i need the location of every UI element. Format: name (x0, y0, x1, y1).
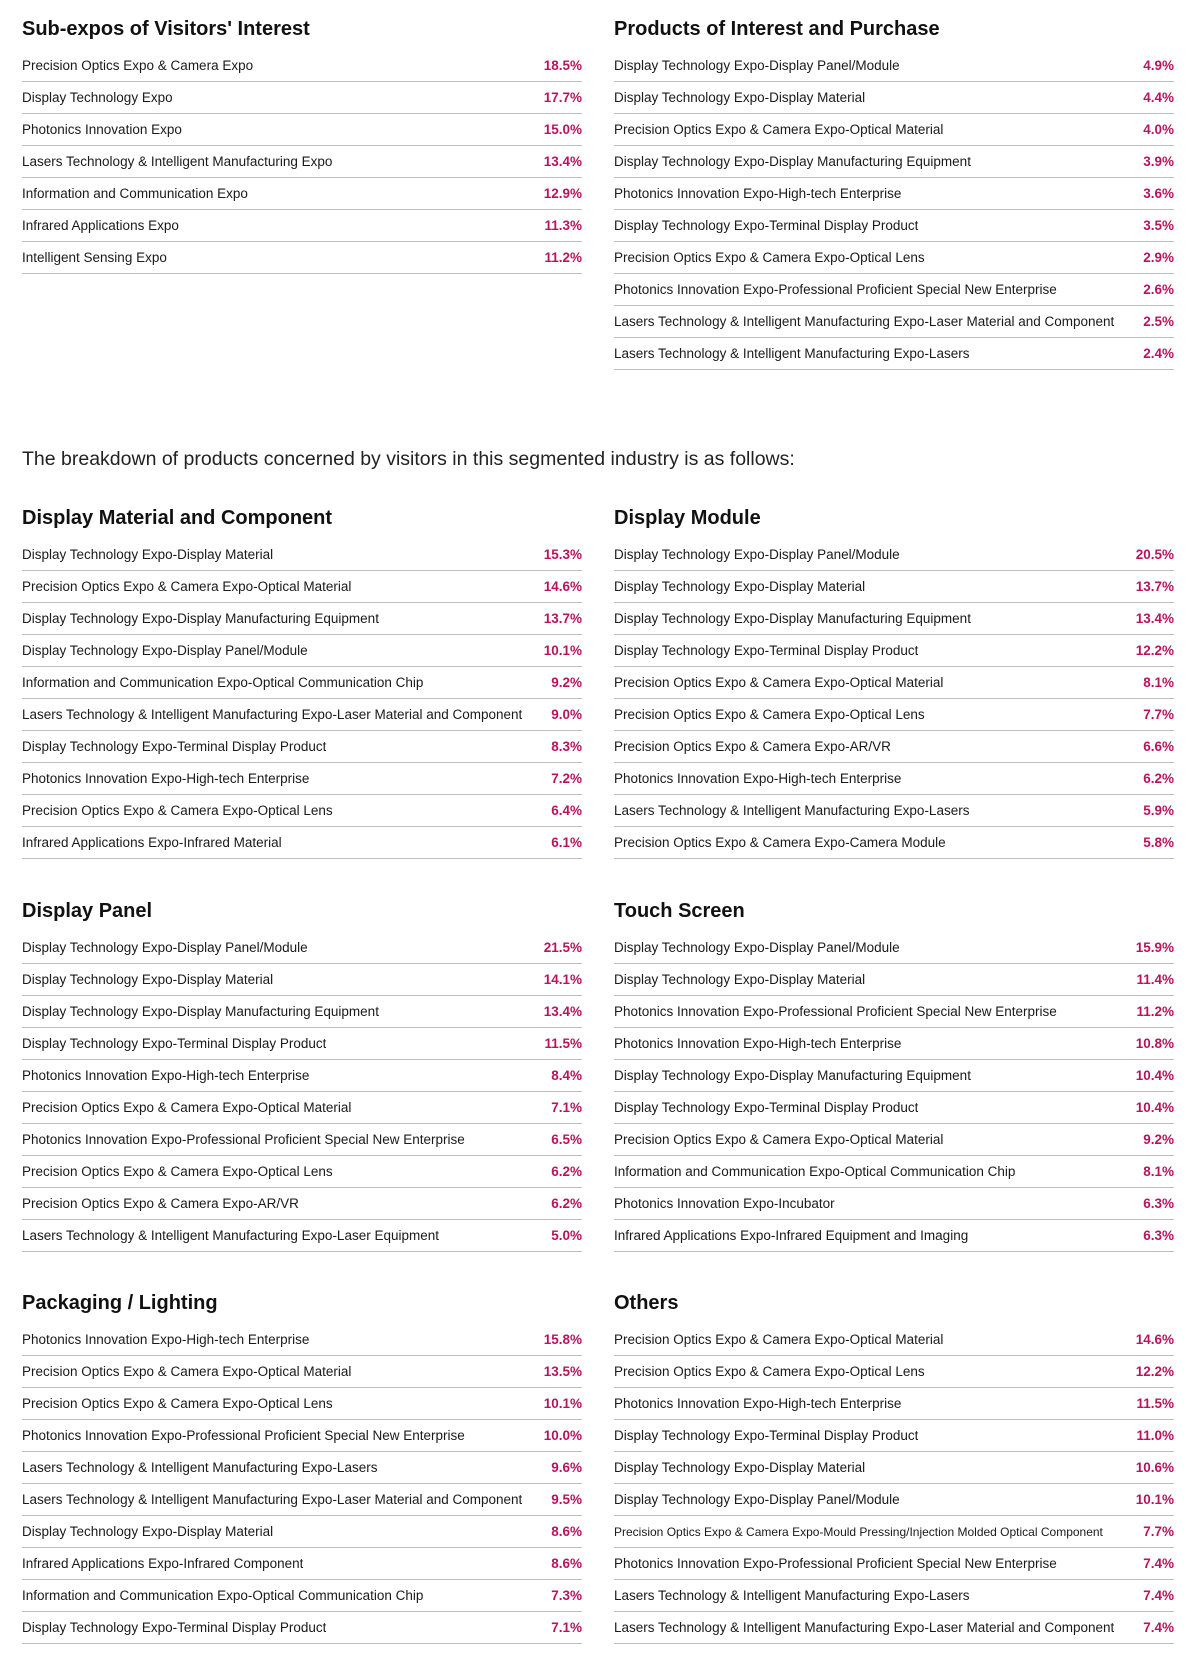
row-percentage: 6.2% (1143, 771, 1174, 786)
row-percentage: 9.2% (551, 675, 582, 690)
row-percentage: 6.1% (551, 835, 582, 850)
table-row (614, 274, 1174, 306)
table-row (614, 1548, 1174, 1580)
row-label: Intelligent Sensing Expo (22, 250, 167, 265)
row-label: Display Technology Expo-Display Panel/Module (22, 643, 308, 658)
row-label: Photonics Innovation Expo-Professional Proficient Special New Enterprise (22, 1428, 465, 1443)
table-row (22, 1484, 582, 1516)
table-row (614, 1124, 1174, 1156)
row-percentage: 5.9% (1143, 803, 1174, 818)
table-row (22, 1388, 582, 1420)
row-label: Precision Optics Expo & Camera Expo-Optical Material (614, 122, 944, 137)
table-row (22, 1220, 582, 1252)
table-row (22, 1548, 582, 1580)
row-label: Display Technology Expo-Display Panel/Module (614, 58, 900, 73)
rows-container (22, 539, 582, 859)
table-row (22, 964, 582, 996)
row-label: Photonics Innovation Expo-Incubator (614, 1196, 835, 1211)
row-percentage: 6.3% (1143, 1196, 1174, 1211)
table-row (22, 1580, 582, 1612)
row-percentage: 4.4% (1143, 90, 1174, 105)
table-row (614, 178, 1174, 210)
section-title: Products of Interest and Purchase (614, 18, 940, 40)
row-percentage: 12.2% (1135, 1364, 1174, 1379)
row-percentage: 13.4% (1135, 611, 1174, 626)
row-percentage: 9.5% (551, 1492, 582, 1507)
row-label: Display Technology Expo-Display Manufacturing Equipment (22, 1004, 379, 1019)
row-percentage: 8.6% (551, 1556, 582, 1571)
table-row (22, 1356, 582, 1388)
row-percentage: 13.5% (543, 1364, 582, 1379)
rows-container (22, 50, 582, 274)
row-percentage: 7.4% (1143, 1620, 1174, 1635)
table-row (22, 571, 582, 603)
row-label: Photonics Innovation Expo-Professional Proficient Special New Enterprise (22, 1132, 465, 1147)
row-percentage: 18.5% (543, 58, 582, 73)
table-row (614, 539, 1174, 571)
section-title: Others (614, 1292, 679, 1314)
row-label: Precision Optics Expo & Camera Expo-Optical Lens (22, 1396, 333, 1411)
row-percentage: 15.0% (543, 122, 582, 137)
packaging-lighting-section (22, 1288, 582, 1644)
table-row (614, 1220, 1174, 1252)
row-percentage: 3.6% (1143, 186, 1174, 201)
rows-container (22, 1324, 582, 1644)
section-title: Sub-expos of Visitors' Interest (22, 18, 310, 40)
row-label: Precision Optics Expo & Camera Expo (22, 58, 254, 73)
row-percentage: 11.2% (544, 250, 582, 265)
row-percentage: 8.1% (1143, 1164, 1174, 1179)
rows-container (22, 932, 582, 1252)
row-label: Display Technology Expo-Display Material (614, 579, 866, 594)
row-percentage: 2.6% (1143, 282, 1174, 297)
table-row (614, 827, 1174, 859)
row-label: Precision Optics Expo & Camera Expo-AR/VR (22, 1196, 299, 1211)
row-label: Display Technology Expo-Display Manufacturing Equipment (22, 611, 379, 626)
display-module-section (614, 503, 1174, 859)
table-row (22, 1612, 582, 1644)
row-percentage: 15.8% (543, 1332, 582, 1347)
table-row (614, 146, 1174, 178)
row-percentage: 7.2% (551, 771, 582, 786)
row-label: Precision Optics Expo & Camera Expo-Mould Pressing/Injection Molded Optical Component (614, 1524, 1103, 1539)
row-label: Infrared Applications Expo-Infrared Equipment and Imaging (614, 1228, 969, 1243)
row-label: Lasers Technology & Intelligent Manufacturing Expo-Lasers (614, 346, 970, 361)
table-row (22, 731, 582, 763)
table-row (614, 571, 1174, 603)
row-label: Photonics Innovation Expo-High-tech Enterprise (22, 1068, 310, 1083)
row-label: Photonics Innovation Expo-Professional Proficient Special New Enterprise (614, 1556, 1057, 1571)
table-row (614, 667, 1174, 699)
row-label: Precision Optics Expo & Camera Expo-Optical Lens (22, 803, 333, 818)
row-percentage: 13.4% (543, 154, 582, 169)
table-row (614, 210, 1174, 242)
row-percentage: 3.9% (1143, 154, 1174, 169)
row-label: Photonics Innovation Expo-High-tech Enterprise (22, 1332, 310, 1347)
table-row (22, 1156, 582, 1188)
row-label: Display Technology Expo (22, 90, 173, 105)
row-label: Display Technology Expo-Display Material (22, 547, 274, 562)
table-row (22, 1516, 582, 1548)
row-label: Lasers Technology & Intelligent Manufacturing Expo-Laser Material and Component (614, 314, 1115, 329)
table-row (22, 996, 582, 1028)
table-row (22, 1124, 582, 1156)
row-percentage: 20.5% (1135, 547, 1174, 562)
table-row (614, 1452, 1174, 1484)
products-interest-section (614, 14, 1174, 370)
row-percentage: 10.4% (1135, 1100, 1174, 1115)
row-label: Infrared Applications Expo-Infrared Component (22, 1556, 304, 1571)
row-label: Precision Optics Expo & Camera Expo-Optical Lens (614, 1364, 925, 1379)
row-percentage: 15.3% (543, 547, 582, 562)
row-percentage: 11.5% (1136, 1396, 1174, 1411)
table-row (614, 1060, 1174, 1092)
row-percentage: 12.2% (1135, 643, 1174, 658)
section-title: Packaging / Lighting (22, 1292, 218, 1314)
row-percentage: 4.0% (1143, 122, 1174, 137)
row-label: Lasers Technology & Intelligent Manufacturing Expo (22, 154, 333, 169)
table-row (614, 1484, 1174, 1516)
row-percentage: 14.1% (543, 972, 582, 987)
row-percentage: 5.8% (1143, 835, 1174, 850)
row-label: Photonics Innovation Expo-High-tech Enterprise (614, 186, 902, 201)
row-label: Display Technology Expo-Terminal Display Product (22, 1620, 327, 1635)
row-percentage: 3.5% (1143, 218, 1174, 233)
row-percentage: 11.3% (544, 218, 582, 233)
table-row (614, 82, 1174, 114)
table-row (614, 795, 1174, 827)
row-percentage: 8.1% (1143, 675, 1174, 690)
table-row (614, 763, 1174, 795)
row-label: Display Technology Expo-Display Material (614, 972, 866, 987)
table-row (22, 827, 582, 859)
table-row (22, 603, 582, 635)
row-label: Precision Optics Expo & Camera Expo-AR/VR (614, 739, 891, 754)
row-label: Display Technology Expo-Terminal Display Product (614, 1100, 919, 1115)
table-row (22, 932, 582, 964)
row-percentage: 6.2% (551, 1164, 582, 1179)
row-percentage: 8.4% (551, 1068, 582, 1083)
row-percentage: 14.6% (543, 579, 582, 594)
table-row (22, 1324, 582, 1356)
table-row (614, 1324, 1174, 1356)
row-label: Photonics Innovation Expo-High-tech Enterprise (22, 771, 310, 786)
table-row (22, 1452, 582, 1484)
table-row (614, 1188, 1174, 1220)
row-label: Display Technology Expo-Display Manufacturing Equipment (614, 611, 971, 626)
table-row (614, 699, 1174, 731)
table-row (614, 1612, 1174, 1644)
table-row (614, 731, 1174, 763)
table-row (22, 1028, 582, 1060)
table-row (614, 1388, 1174, 1420)
display-panel-section (22, 896, 582, 1252)
breakdown-intro-text: The breakdown of products concerned by visitors in this segmented industry is as follows: (22, 448, 795, 470)
row-percentage: 15.9% (1135, 940, 1174, 955)
row-label: Photonics Innovation Expo-Professional Proficient Special New Enterprise (614, 1004, 1057, 1019)
table-row (22, 82, 582, 114)
row-label: Photonics Innovation Expo-High-tech Enterprise (614, 1396, 902, 1411)
table-row (614, 114, 1174, 146)
row-percentage: 2.9% (1143, 250, 1174, 265)
table-row (22, 699, 582, 731)
table-row (22, 1060, 582, 1092)
row-percentage: 11.2% (1136, 1004, 1174, 1019)
row-label: Precision Optics Expo & Camera Expo-Optical Material (614, 675, 944, 690)
row-label: Display Technology Expo-Display Material (22, 972, 274, 987)
rows-container (614, 539, 1174, 859)
table-row (22, 635, 582, 667)
table-row (22, 539, 582, 571)
row-label: Precision Optics Expo & Camera Expo-Camera Module (614, 835, 946, 850)
table-row (614, 1156, 1174, 1188)
table-row (22, 178, 582, 210)
row-label: Information and Communication Expo (22, 186, 248, 201)
row-label: Photonics Innovation Expo-Professional Proficient Special New Enterprise (614, 282, 1057, 297)
table-row (22, 1420, 582, 1452)
table-row (614, 306, 1174, 338)
row-label: Lasers Technology & Intelligent Manufacturing Expo-Lasers (22, 1460, 378, 1475)
row-percentage: 8.3% (551, 739, 582, 754)
rows-container (614, 50, 1174, 370)
row-label: Information and Communication Expo-Optical Communication Chip (22, 1588, 424, 1603)
table-row (22, 210, 582, 242)
row-percentage: 6.5% (551, 1132, 582, 1147)
row-percentage: 10.1% (543, 643, 582, 658)
row-label: Precision Optics Expo & Camera Expo-Optical Material (614, 1132, 944, 1147)
row-label: Display Technology Expo-Display Panel/Module (22, 940, 308, 955)
row-label: Lasers Technology & Intelligent Manufacturing Expo-Laser Material and Component (614, 1620, 1115, 1635)
row-label: Display Technology Expo-Terminal Display Product (22, 1036, 327, 1051)
table-row (22, 50, 582, 82)
rows-container (614, 932, 1174, 1252)
row-percentage: 8.6% (551, 1524, 582, 1539)
table-row (22, 146, 582, 178)
row-percentage: 10.6% (1135, 1460, 1174, 1475)
row-label: Display Technology Expo-Display Material (614, 90, 866, 105)
row-label: Display Technology Expo-Display Material (22, 1524, 274, 1539)
row-percentage: 7.7% (1143, 707, 1174, 722)
row-percentage: 13.7% (543, 611, 582, 626)
display-material-section (22, 503, 582, 859)
table-row (22, 763, 582, 795)
row-percentage: 11.4% (1136, 972, 1174, 987)
table-row (614, 1028, 1174, 1060)
row-percentage: 2.5% (1143, 314, 1174, 329)
table-row (22, 114, 582, 146)
row-label: Precision Optics Expo & Camera Expo-Optical Lens (614, 250, 925, 265)
row-percentage: 9.6% (551, 1460, 582, 1475)
row-label: Display Technology Expo-Display Panel/Module (614, 547, 900, 562)
table-row (614, 338, 1174, 370)
row-percentage: 10.0% (543, 1428, 582, 1443)
table-row (614, 1516, 1174, 1548)
row-percentage: 11.5% (544, 1036, 582, 1051)
row-label: Infrared Applications Expo-Infrared Material (22, 835, 282, 850)
row-label: Lasers Technology & Intelligent Manufacturing Expo-Lasers (614, 1588, 970, 1603)
row-percentage: 4.9% (1143, 58, 1174, 73)
row-percentage: 6.2% (551, 1196, 582, 1211)
table-row (614, 1580, 1174, 1612)
row-percentage: 10.4% (1135, 1068, 1174, 1083)
row-label: Lasers Technology & Intelligent Manufacturing Expo-Laser Material and Component (22, 1492, 523, 1507)
row-percentage: 17.7% (543, 90, 582, 105)
row-percentage: 9.0% (551, 707, 582, 722)
row-label: Precision Optics Expo & Camera Expo-Optical Material (22, 1364, 352, 1379)
table-row (614, 1420, 1174, 1452)
table-row (614, 964, 1174, 996)
table-row (614, 635, 1174, 667)
row-label: Precision Optics Expo & Camera Expo-Optical Material (22, 579, 352, 594)
row-label: Display Technology Expo-Display Panel/Module (614, 1492, 900, 1507)
row-percentage: 6.6% (1143, 739, 1174, 754)
row-label: Precision Optics Expo & Camera Expo-Optical Material (22, 1100, 352, 1115)
row-percentage: 14.6% (1135, 1332, 1174, 1347)
row-percentage: 11.0% (1136, 1428, 1174, 1443)
section-title: Touch Screen (614, 900, 745, 922)
row-percentage: 10.1% (543, 1396, 582, 1411)
row-percentage: 7.4% (1143, 1588, 1174, 1603)
row-percentage: 6.3% (1143, 1228, 1174, 1243)
row-label: Display Technology Expo-Display Material (614, 1460, 866, 1475)
row-label: Lasers Technology & Intelligent Manufacturing Expo-Laser Equipment (22, 1228, 439, 1243)
row-label: Information and Communication Expo-Optical Communication Chip (614, 1164, 1016, 1179)
rows-container (614, 1324, 1174, 1644)
row-percentage: 13.7% (1135, 579, 1174, 594)
row-percentage: 10.1% (1135, 1492, 1174, 1507)
row-percentage: 7.7% (1143, 1524, 1174, 1539)
table-row (22, 1188, 582, 1220)
table-row (22, 667, 582, 699)
section-title: Display Panel (22, 900, 153, 922)
row-label: Precision Optics Expo & Camera Expo-Optical Lens (22, 1164, 333, 1179)
row-label: Display Technology Expo-Terminal Display Product (614, 1428, 919, 1443)
row-percentage: 13.4% (543, 1004, 582, 1019)
table-row (614, 996, 1174, 1028)
row-label: Display Technology Expo-Terminal Display Product (614, 218, 919, 233)
row-label: Display Technology Expo-Display Panel/Module (614, 940, 900, 955)
section-title: Display Module (614, 507, 761, 529)
row-label: Display Technology Expo-Terminal Display Product (22, 739, 327, 754)
row-percentage: 7.3% (551, 1588, 582, 1603)
row-percentage: 5.0% (551, 1228, 582, 1243)
row-label: Information and Communication Expo-Optical Communication Chip (22, 675, 424, 690)
table-row (614, 1092, 1174, 1124)
row-percentage: 10.8% (1135, 1036, 1174, 1051)
row-label: Photonics Innovation Expo (22, 122, 182, 137)
row-percentage: 12.9% (543, 186, 582, 201)
table-row (22, 1092, 582, 1124)
section-title: Display Material and Component (22, 507, 333, 529)
row-percentage: 6.4% (551, 803, 582, 818)
row-percentage: 9.2% (1143, 1132, 1174, 1147)
row-percentage: 7.1% (551, 1100, 582, 1115)
row-label: Display Technology Expo-Terminal Display Product (614, 643, 919, 658)
row-label: Precision Optics Expo & Camera Expo-Optical Material (614, 1332, 944, 1347)
table-row (614, 50, 1174, 82)
table-row (614, 242, 1174, 274)
row-label: Photonics Innovation Expo-High-tech Enterprise (614, 771, 902, 786)
table-row (614, 603, 1174, 635)
row-label: Lasers Technology & Intelligent Manufacturing Expo-Lasers (614, 803, 970, 818)
row-label: Display Technology Expo-Display Manufacturing Equipment (614, 1068, 971, 1083)
table-row (614, 1356, 1174, 1388)
table-row (614, 932, 1174, 964)
row-label: Display Technology Expo-Display Manufacturing Equipment (614, 154, 971, 169)
row-label: Infrared Applications Expo (22, 218, 179, 233)
row-percentage: 21.5% (543, 940, 582, 955)
table-row (22, 795, 582, 827)
row-percentage: 7.1% (551, 1620, 582, 1635)
sub-expos-section (22, 14, 582, 274)
row-label: Precision Optics Expo & Camera Expo-Optical Lens (614, 707, 925, 722)
touch-screen-section (614, 896, 1174, 1252)
row-percentage: 2.4% (1143, 346, 1174, 361)
row-label: Photonics Innovation Expo-High-tech Enterprise (614, 1036, 902, 1051)
others-section (614, 1288, 1174, 1644)
row-label: Lasers Technology & Intelligent Manufacturing Expo-Laser Material and Component (22, 707, 523, 722)
table-row (22, 242, 582, 274)
row-percentage: 7.4% (1143, 1556, 1174, 1571)
